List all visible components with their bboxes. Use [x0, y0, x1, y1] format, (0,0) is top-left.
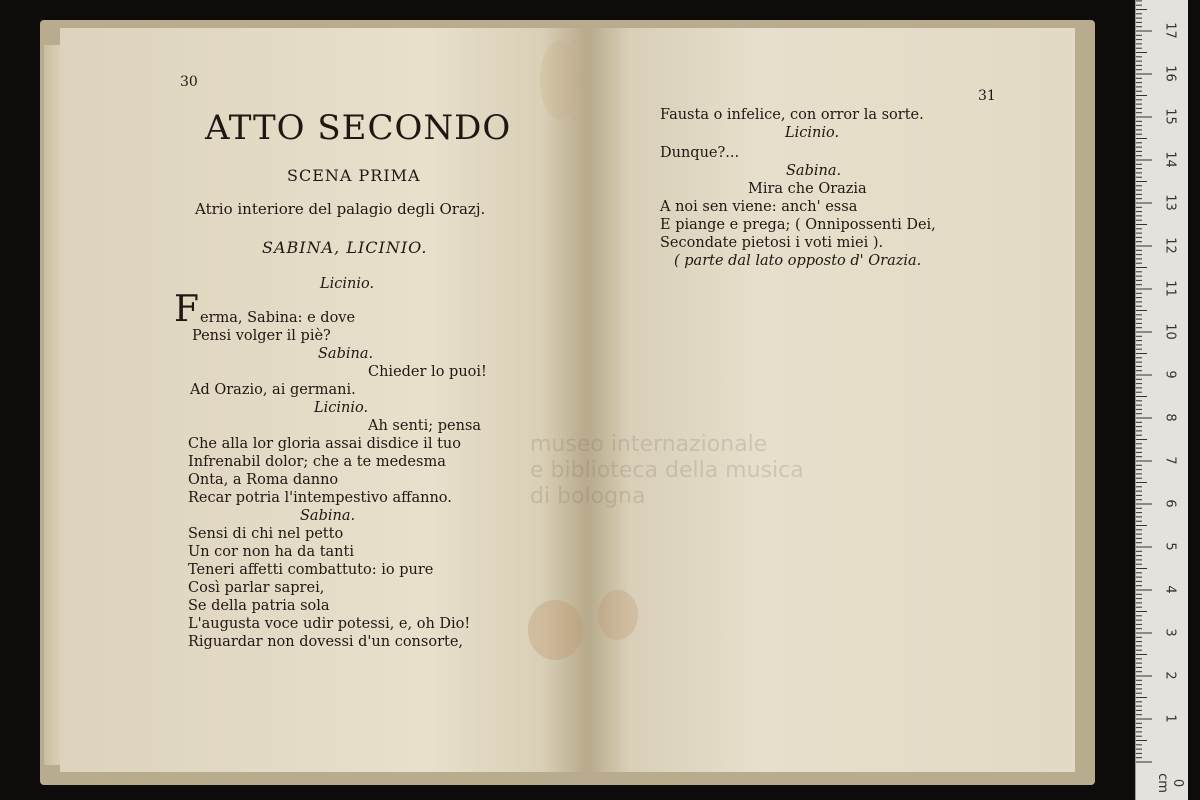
- library-watermark: [530, 432, 804, 510]
- stain: [540, 40, 580, 120]
- verse-line: Mira che Orazia: [748, 181, 867, 197]
- ruler-number: 5: [1162, 542, 1178, 551]
- verse-line: Fausta o infelice, con orror la sorte.: [660, 107, 924, 123]
- verse-line: L'augusta voce udir potessi, e, oh Dio!: [188, 616, 471, 632]
- speaker-licinio: Licinio.: [314, 400, 369, 416]
- verse-line: Infrenabil dolor; che a te medesma: [188, 454, 446, 470]
- verse-line: Riguardar non dovessi d'un consorte,: [188, 634, 464, 650]
- ruler-number: 7: [1162, 456, 1178, 465]
- watermark-line: museo internazionale: [530, 432, 768, 457]
- verse-line: Secondate pietosi i voti miei ).: [660, 235, 884, 251]
- scene-characters: SABINA, LICINIO.: [262, 238, 428, 257]
- watermark-line: e biblioteca della musica: [530, 458, 804, 483]
- ruler-number: 12: [1162, 237, 1178, 254]
- scene-title: SCENA PRIMA: [287, 166, 421, 185]
- ruler-number: 4: [1162, 585, 1178, 594]
- ruler-number: 3: [1162, 628, 1178, 637]
- ruler-number: 9: [1162, 370, 1178, 379]
- ruler-number: 15: [1162, 108, 1178, 125]
- watermark-line: di bologna: [530, 484, 646, 509]
- ruler-number: 14: [1162, 151, 1178, 168]
- verse-line: Onta, a Roma danno: [188, 472, 339, 488]
- verse-line: Chieder lo puoi!: [368, 364, 487, 380]
- verse-line: A noi sen viene: anch' essa: [660, 199, 858, 215]
- verse-line: Ad Orazio, ai germani.: [190, 382, 356, 398]
- measurement-ruler: [1135, 0, 1188, 800]
- ruler-number: 1: [1162, 714, 1178, 723]
- verse-line: Ah senti; pensa: [368, 418, 482, 434]
- speaker-licinio: Licinio.: [320, 276, 375, 292]
- speaker-licinio: Licinio.: [785, 125, 840, 141]
- verse-line: Recar potria l'intempestivo affanno.: [188, 490, 452, 506]
- verse-line: Se della patria sola: [188, 598, 330, 614]
- ruler-number: 13: [1162, 194, 1178, 211]
- speaker-sabina: Sabina.: [318, 346, 374, 362]
- verse-line: Così parlar saprei,: [188, 580, 325, 596]
- ruler-unit: 0 cm: [1155, 773, 1185, 793]
- speaker-sabina: Sabina.: [786, 163, 842, 179]
- drop-cap: F: [174, 289, 199, 330]
- ruler-number: 6: [1162, 499, 1178, 508]
- ruler-number: 10: [1162, 323, 1178, 340]
- stain: [528, 600, 583, 660]
- verse-line: Che alla lor gloria assai disdice il tuo: [188, 436, 461, 452]
- ruler-number: 8: [1162, 413, 1178, 422]
- stage-direction: ( parte dal lato opposto d' Orazia.: [674, 253, 922, 269]
- ruler-number: 16: [1162, 65, 1178, 82]
- verse-line: Sensi di chi nel petto: [188, 526, 344, 542]
- ruler-number: 11: [1162, 280, 1178, 297]
- ruler-number: 2: [1162, 671, 1178, 680]
- verse-line: Pensi volger il piè?: [192, 328, 331, 344]
- page-number-right: 31: [978, 88, 996, 104]
- verse-line: erma, Sabina: e dove: [200, 310, 356, 326]
- verse-line: E piange e prega; ( Onnipossenti Dei,: [660, 217, 936, 233]
- stain: [598, 590, 638, 640]
- verse-line: Dunque?...: [660, 145, 740, 161]
- speaker-sabina: Sabina.: [300, 508, 356, 524]
- page-number-left: 30: [180, 74, 198, 90]
- ruler-number: 17: [1162, 22, 1178, 39]
- act-title: ATTO SECONDO: [205, 108, 512, 148]
- verse-line: Teneri affetti combattuto: io pure: [188, 562, 434, 578]
- verse-line: Un cor non ha da tanti: [188, 544, 354, 560]
- scene-setting: Atrio interiore del palagio degli Orazj.: [195, 200, 486, 218]
